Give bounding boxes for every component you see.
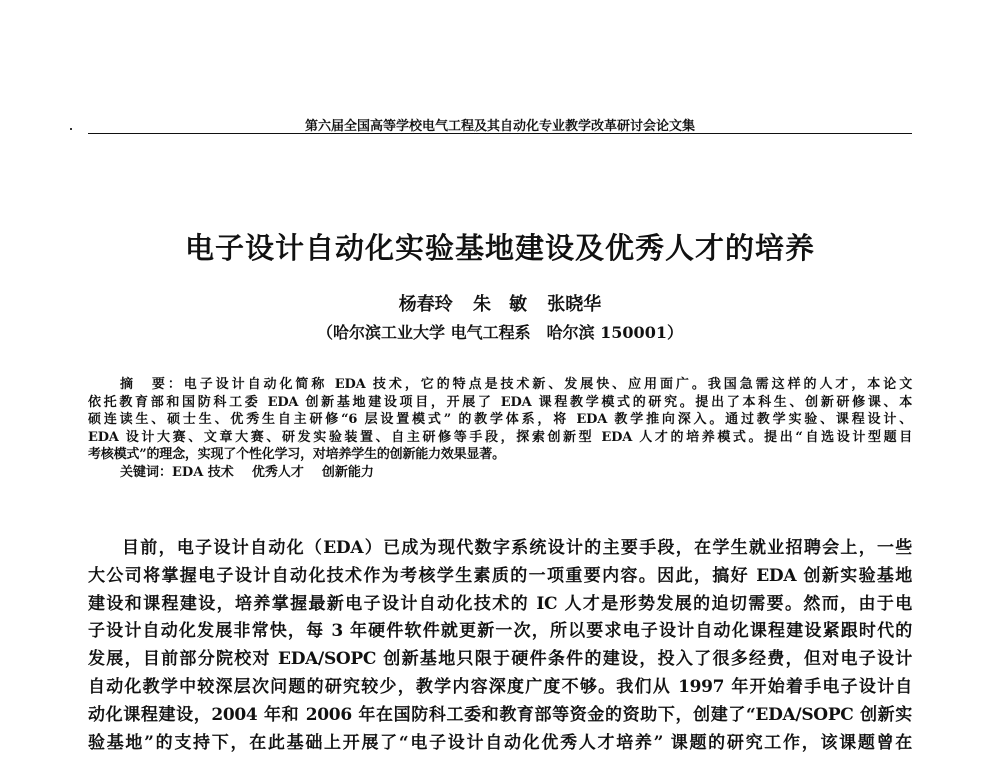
abstract-line: 考核模式”的理念，实现了个性化学习，对培养学生的创新能力效果显著。: [88, 447, 505, 462]
scan-speck: [70, 128, 72, 130]
author: 张晓华: [547, 294, 602, 315]
abstract-line: 摘 要：电子设计自动化简称 EDA 技术，它的特点是技术新、发展快、应用面广。我国急需这样的人才，本论文: [120, 377, 912, 392]
abstract-line: 硕连读生、硕士生、优秀生自主研修“6 层设置模式” 的教学体系，将 EDA 教学推向深入。通过教学实验、课程设计、: [88, 412, 912, 427]
body-line: 子设计自动化发展非常快，每 3 年硬件软件就更新一次，所以要求电子设计自动化课程建设紧跟时代的: [88, 621, 912, 642]
keyword: EDA 技术: [172, 464, 234, 480]
author: 杨春玲: [398, 294, 453, 315]
body-line: 验基地”的支持下，在此基础上开展了“电子设计自动化优秀人才培养” 课题的研究工作，该课题曾在: [88, 732, 912, 753]
keyword: 创新能力: [321, 464, 374, 480]
body-line: 发展，目前部分院校对 EDA/SOPC 创新基地只限于硬件条件的建设，投入了很多经费，但对电子设计: [88, 649, 912, 670]
body-line: 建设和课程建设，培养掌握最新电子设计自动化技术的 IC 人才是形势发展的迫切需要。然而，由于电: [88, 593, 912, 614]
author: 朱 敏: [473, 294, 527, 315]
body-line: 大公司将掌握电子设计自动化技术作为考核学生素质的一项重要内容。因此，搞好 EDA 创新实验基地: [88, 565, 912, 586]
keywords-label: 关键词：: [120, 464, 173, 480]
keywords: [88, 464, 912, 482]
body-text: [88, 535, 912, 757]
abstract: [88, 376, 912, 481]
affiliation: （哈尔滨工业大学 电气工程系 哈尔滨 150001）: [317, 323, 683, 342]
paper-title: 电子设计自动化实验基地建设及优秀人才的培养: [184, 231, 815, 265]
abstract-line: 依托教育部和国防科工委 EDA 创新基地建设项目，开展了 EDA 课程教学模式的研究。提出了本科生、创新研修课、本: [88, 394, 912, 410]
running-header: 第六届全国高等学校电气工程及其自动化专业教学改革研讨会论文集: [304, 119, 695, 134]
body-line: 自动化教学中较深层次问题的研究较少，教学内容深度广度不够。我们从 1997 年开始着手电子设计自: [88, 676, 913, 697]
body-line: 动化课程建设，2004 年和 2006 年在国防科工委和教育部等资金的资助下，创建了“EDA/SOPC 创新实: [88, 704, 912, 725]
abstract-line: EDA 设计大赛、文章大赛、研发实验装置、自主研修等手段，探索创新型 EDA 人才的培养模式。提出“自选设计型题目: [88, 429, 912, 445]
keyword: 优秀人才: [251, 464, 304, 480]
header-rule: [88, 133, 912, 134]
body-line: 目前，电子设计自动化（EDA）已成为现代数字系统设计的主要手段，在学生就业招聘会上，一些: [122, 538, 912, 558]
authors: [0, 290, 1000, 316]
